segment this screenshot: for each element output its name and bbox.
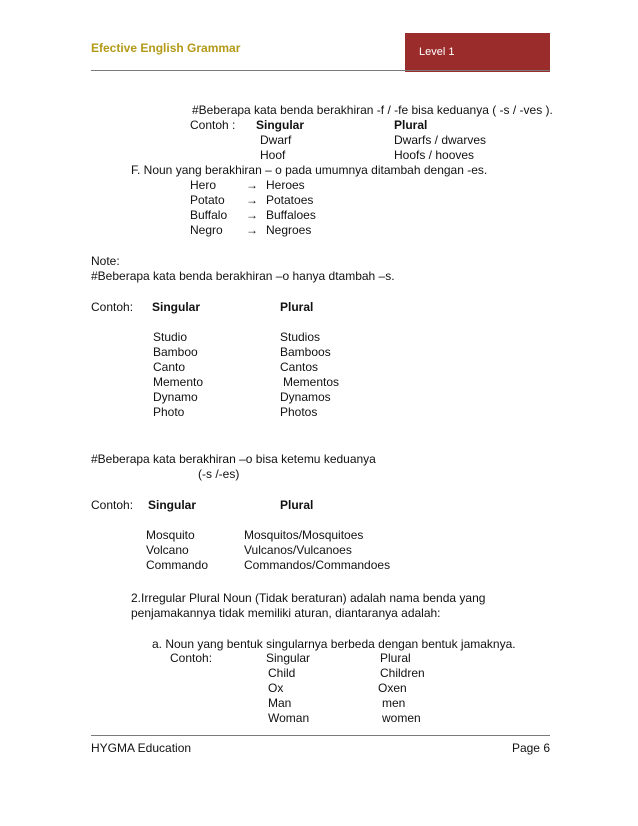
irregular-plural-cell: men [382, 696, 406, 710]
secF-arrow-row [246, 223, 311, 238]
sec1-singular-cell: Hoof [260, 148, 286, 162]
secF-plural-cell: Heroes [266, 178, 305, 192]
secF-singular-cell: Hero [190, 178, 217, 192]
secF-heading: F. Noun yang berakhiran – o pada umumnya ditambah dengan -es. [131, 163, 488, 177]
note-plural-cell: Dynamos [280, 390, 331, 404]
secF-arrow-row [246, 193, 313, 208]
irregular-contoh: Contoh: [170, 651, 213, 665]
sec1-plural-cell: Hoofs / hooves [394, 148, 475, 162]
note-label: Note: [91, 254, 120, 268]
note-plural-cell: Cantos [280, 360, 319, 374]
sec1-singular-header: Singular [256, 118, 305, 132]
level-badge [405, 33, 550, 72]
both-plural-cell: Commandos/Commandoes [244, 558, 391, 572]
irregular-plural-cell: Children [380, 666, 425, 680]
irregular-plural-cell: women [382, 711, 421, 725]
secF-plural-cell: Buffaloes [266, 208, 316, 222]
both-singular-cell: Commando [146, 558, 209, 572]
secF-plural-cell: Negroes [266, 223, 312, 237]
irregular-plural-header: Plural [380, 651, 411, 665]
footer-left: HYGMA Education [91, 741, 192, 755]
both-plural-header: Plural [280, 498, 314, 512]
sec1-singular-cell: Dwarf [260, 133, 292, 147]
sec1-intro: #Beberapa kata benda berakhiran -f / -fe bisa keduanya ( -s / -ves ). [192, 103, 553, 117]
sec1-contoh: Contoh : [190, 118, 236, 132]
sec1-plural-cell: Dwarfs / dwarves [394, 133, 487, 147]
footer-page-number: Page 6 [511, 741, 550, 755]
note-singular-cell: Photo [153, 405, 185, 419]
note-singular-header: Singular [152, 300, 201, 314]
header-title: Efective English Grammar [91, 41, 241, 55]
secF-singular-cell: Buffalo [190, 208, 228, 222]
both-plural-cell: Mosquitos/Mosquitoes [244, 528, 364, 542]
both-text: #Beberapa kata berakhiran –o bisa ketemu keduanya [91, 452, 376, 466]
note-plural-cell: Mementos [283, 375, 340, 389]
note-plural-header: Plural [280, 300, 314, 314]
both-contoh: Contoh: [91, 498, 134, 512]
note-singular-cell: Bamboo [153, 345, 198, 359]
both-singular-header: Singular [148, 498, 197, 512]
irregular-singular-cell: Ox [268, 681, 284, 695]
secF-plural-cell: Potatoes [266, 193, 314, 207]
secF-arrow-row [246, 178, 305, 193]
header-divider [91, 70, 550, 71]
irregular-plural-cell: Oxen [378, 681, 407, 695]
sec1-plural-header: Plural [394, 118, 428, 132]
both-sub: (-s /-es) [198, 467, 240, 481]
note-plural-cell: Bamboos [280, 345, 331, 359]
irregular-a: a. Noun yang bentuk singularnya berbeda dengan bentuk jamaknya. [152, 637, 516, 651]
irregular-singular-cell: Woman [268, 711, 310, 725]
note-singular-cell: Studio [153, 330, 188, 344]
note-plural-cell: Photos [280, 405, 318, 419]
both-singular-cell: Mosquito [146, 528, 195, 542]
both-singular-cell: Volcano [146, 543, 189, 557]
irregular-singular-cell: Man [268, 696, 292, 710]
secF-arrow-row [246, 208, 316, 223]
level-label: Level 1 [419, 46, 455, 58]
both-plural-cell: Vulcanos/Vulcanoes [244, 543, 352, 557]
irregular-line1: 2.Irregular Plural Noun (Tidak beraturan) adalah nama benda yang [131, 591, 486, 605]
secF-singular-cell: Negro [190, 223, 223, 237]
secF-singular-cell: Potato [190, 193, 225, 207]
note-singular-cell: Memento [153, 375, 204, 389]
footer-divider [91, 735, 550, 736]
note-singular-cell: Dynamo [153, 390, 198, 404]
right-arrow-icon: → [246, 193, 258, 207]
right-arrow-icon: → [246, 223, 258, 237]
note-text: #Beberapa kata benda berakhiran –o hanya dtambah –s. [91, 269, 395, 283]
note-singular-cell: Canto [153, 360, 186, 374]
irregular-line2: penjamakannya tidak memiliki aturan, diantaranya adalah: [131, 606, 441, 620]
irregular-singular-header: Singular [266, 651, 311, 665]
right-arrow-icon: → [246, 178, 258, 192]
right-arrow-icon: → [246, 208, 258, 222]
note-plural-cell: Studios [280, 330, 321, 344]
irregular-singular-cell: Child [268, 666, 296, 680]
note-contoh: Contoh: [91, 300, 134, 314]
